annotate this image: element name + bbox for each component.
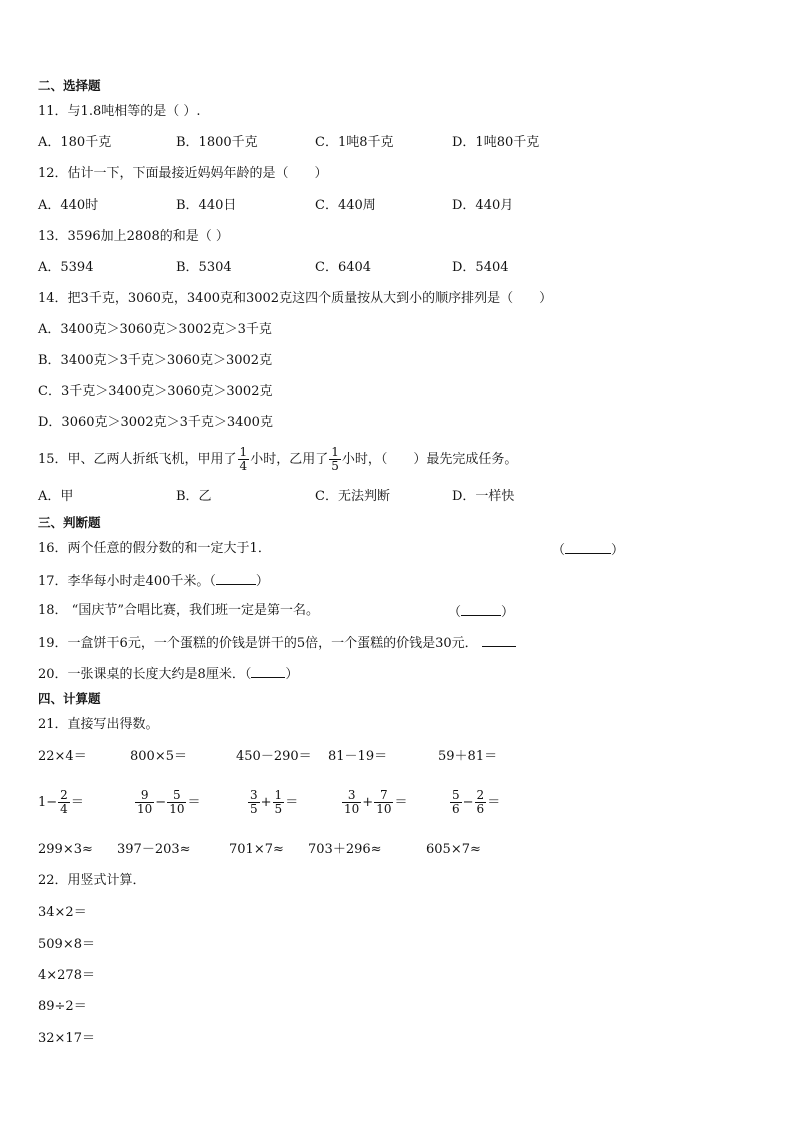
q15-frac2-numerator: 1 xyxy=(331,445,339,459)
q15-option-a: A．甲 xyxy=(38,489,74,504)
q21-row1-item-3: 450－290＝ xyxy=(236,749,312,764)
q21-r2i3-operator: + xyxy=(260,795,272,810)
q21-r2i4-b-denominator: 10 xyxy=(376,802,392,816)
q15-option-d: D．一样快 xyxy=(452,489,515,504)
q21-r2i4-a-numerator: 3 xyxy=(347,788,356,802)
q21-row3-item-2: 397－203≈ xyxy=(117,842,191,857)
q21-row3-item-3: 701×7≈ xyxy=(229,842,284,857)
q21-r2i4-a-denominator: 10 xyxy=(344,802,360,816)
q11-option-b: B．1800千克 xyxy=(176,135,258,150)
q21-r2i2-operator: − xyxy=(155,795,167,810)
q21-r2i5-b-denominator: 6 xyxy=(476,802,485,816)
q15-fraction-1 xyxy=(238,446,250,473)
q21-r2i4-fraction-a xyxy=(342,789,361,816)
q15-option-b: B．乙 xyxy=(176,489,212,504)
q22-item-3: 4×278＝ xyxy=(38,968,95,983)
q21-r2i5-fraction-a xyxy=(450,789,462,816)
q21-row3-item-1: 299×3≈ xyxy=(38,842,93,857)
question-16-text: 16．两个任意的假分数的和一定大于1． xyxy=(38,541,271,556)
q21-r2i1-fraction xyxy=(58,789,70,816)
q14-option-a: A．3400克＞3060克＞3002克＞3千克 xyxy=(38,322,272,337)
q13-option-a: A．5394 xyxy=(38,260,94,275)
q21-r2i2-a-numerator: 9 xyxy=(140,788,149,802)
q21-row1-item-2: 800×5＝ xyxy=(130,749,187,764)
question-22-stem: 22．用竖式计算． xyxy=(38,873,146,888)
q12-option-d: D．440月 xyxy=(452,198,514,213)
q21-r2i5-a-denominator: 6 xyxy=(452,802,460,816)
question-18-text: 18． “国庆节”合唱比赛，我们班一定是第一名。 xyxy=(38,603,319,618)
q21-row2-item-3 xyxy=(247,784,298,822)
q18-answer-blank[interactable] xyxy=(448,603,514,621)
q20-paren-close: ） xyxy=(285,667,299,682)
q16-paren-close: ） xyxy=(611,543,625,558)
q21-r2i1-pre: 1− xyxy=(38,795,58,810)
q15-stem-part-a: 15．甲、乙两人折纸飞机，甲用了 xyxy=(38,452,237,467)
q14-option-d: D．3060克＞3002克＞3千克＞3400克 xyxy=(38,415,273,430)
q17-paren-close: ） xyxy=(255,574,269,589)
q11-option-a: A．180千克 xyxy=(38,135,112,150)
q18-blank-line xyxy=(461,603,501,616)
section-heading-calculation: 四、计算题 xyxy=(38,691,101,706)
q15-stem-part-c: 小时，（ ）最先完成任务。 xyxy=(341,452,518,467)
q14-option-c: C．3千克＞3400克＞3060克＞3002克 xyxy=(38,384,273,399)
q18-paren-close: ） xyxy=(501,605,515,620)
q21-r2i4-equals: ＝ xyxy=(394,795,408,810)
q22-item-2: 509×8＝ xyxy=(38,937,95,952)
q21-r2i3-equals: ＝ xyxy=(285,795,299,810)
q21-row2-item-5 xyxy=(449,784,500,822)
question-14-stem: 14．把3千克，3060克，3400克和3002克这四个质量按从大到小的顺序排列是（ ） xyxy=(38,291,553,306)
q21-r2i2-fraction-a xyxy=(135,789,154,816)
q21-r2i5-b-numerator: 2 xyxy=(476,788,485,802)
q21-row1-item-1: 22×4＝ xyxy=(38,749,87,764)
q13-option-d: D．5404 xyxy=(452,260,509,275)
q17-text: 17．李华每小时走400千米。（ xyxy=(38,574,216,589)
q19-answer-blank[interactable] xyxy=(482,634,516,647)
question-13-stem: 13．3596加上2808的和是（ ） xyxy=(38,229,229,244)
q21-row3-item-5: 605×7≈ xyxy=(426,842,481,857)
q21-r2i1-equals: ＝ xyxy=(70,795,84,810)
q21-r2i5-operator: − xyxy=(462,795,474,810)
question-20-text xyxy=(38,665,298,683)
q22-item-5: 32×17＝ xyxy=(38,1031,95,1046)
question-21-stem: 21．直接写出得数。 xyxy=(38,717,159,732)
q14-option-b: B．3400克＞3千克＞3060克＞3002克 xyxy=(38,353,273,368)
q17-answer-blank[interactable] xyxy=(216,572,256,585)
q21-r2i5-a-numerator: 5 xyxy=(452,788,460,802)
q15-option-c: C．无法判断 xyxy=(315,489,390,504)
q21-r2i2-equals: ＝ xyxy=(187,795,201,810)
q13-option-b: B．5304 xyxy=(176,260,232,275)
q15-frac1-denominator: 4 xyxy=(239,459,248,473)
q21-r2i4-operator: + xyxy=(362,795,374,810)
q15-stem-part-b: 小时，乙用了 xyxy=(250,452,329,467)
q21-r2i4-fraction-b xyxy=(374,789,393,816)
q21-row2-item-2 xyxy=(134,784,200,822)
q15-frac1-numerator: 1 xyxy=(239,445,248,459)
q21-r2i1-denominator: 4 xyxy=(60,802,68,816)
q22-item-4: 89÷2＝ xyxy=(38,999,87,1014)
q21-r2i3-a-denominator: 5 xyxy=(250,802,258,816)
q21-r2i3-a-numerator: 3 xyxy=(250,788,258,802)
q22-item-1: 34×2＝ xyxy=(38,905,87,920)
q19-text: 19．一盒饼干6元，一个蛋糕的价钱是饼干的5倍，一个蛋糕的价钱是30元． xyxy=(38,636,478,651)
q21-row1-item-4: 81－19＝ xyxy=(328,749,388,764)
section-heading-judgement: 三、判断题 xyxy=(38,515,101,530)
q21-r2i3-fraction-b xyxy=(273,789,285,816)
q15-frac2-denominator: 5 xyxy=(331,459,339,473)
q21-row2-item-4 xyxy=(341,784,407,822)
q12-option-a: A．440时 xyxy=(38,198,99,213)
q21-row2-item-1 xyxy=(38,784,84,822)
q16-blank-line xyxy=(565,541,611,554)
q16-answer-blank[interactable] xyxy=(552,541,624,559)
section-heading-choice: 二、选择题 xyxy=(38,78,101,93)
q21-row1-item-5: 59＋81＝ xyxy=(438,749,498,764)
q21-r2i1-numerator: 2 xyxy=(60,788,68,802)
q20-text: 20．一张课桌的长度大约是8厘米．（ xyxy=(38,667,252,682)
q21-r2i2-a-denominator: 10 xyxy=(137,802,153,816)
q21-r2i2-b-denominator: 10 xyxy=(169,802,185,816)
q21-r2i5-equals: ＝ xyxy=(487,795,501,810)
q21-r2i2-fraction-b xyxy=(167,789,186,816)
q15-fraction-2 xyxy=(329,446,341,473)
question-12-stem: 12．估计一下，下面最接近妈妈年龄的是（ ） xyxy=(38,166,328,181)
question-19-text xyxy=(38,634,516,652)
q21-row3-item-4: 703＋296≈ xyxy=(308,842,382,857)
q11-option-d: D．1吨80千克 xyxy=(452,135,540,150)
q11-option-c: C．1吨8千克 xyxy=(315,135,394,150)
q21-r2i3-b-denominator: 5 xyxy=(274,802,283,816)
q21-r2i3-fraction-a xyxy=(248,789,260,816)
q16-paren-open: （ xyxy=(552,543,566,558)
question-11-stem: 11．与1.8吨相等的是（ ）. xyxy=(38,104,201,119)
q20-answer-blank[interactable] xyxy=(251,665,285,678)
q21-r2i5-fraction-b xyxy=(475,789,487,816)
question-17-text xyxy=(38,572,269,590)
question-15-stem xyxy=(38,441,517,479)
q12-option-b: B．440日 xyxy=(176,198,237,213)
q21-r2i2-b-numerator: 5 xyxy=(173,788,181,802)
q12-option-c: C．440周 xyxy=(315,198,376,213)
q21-r2i4-b-numerator: 7 xyxy=(380,788,388,802)
q21-r2i3-b-numerator: 1 xyxy=(274,788,283,802)
q13-option-c: C．6404 xyxy=(315,260,372,275)
q18-paren-open: （ xyxy=(448,605,462,620)
